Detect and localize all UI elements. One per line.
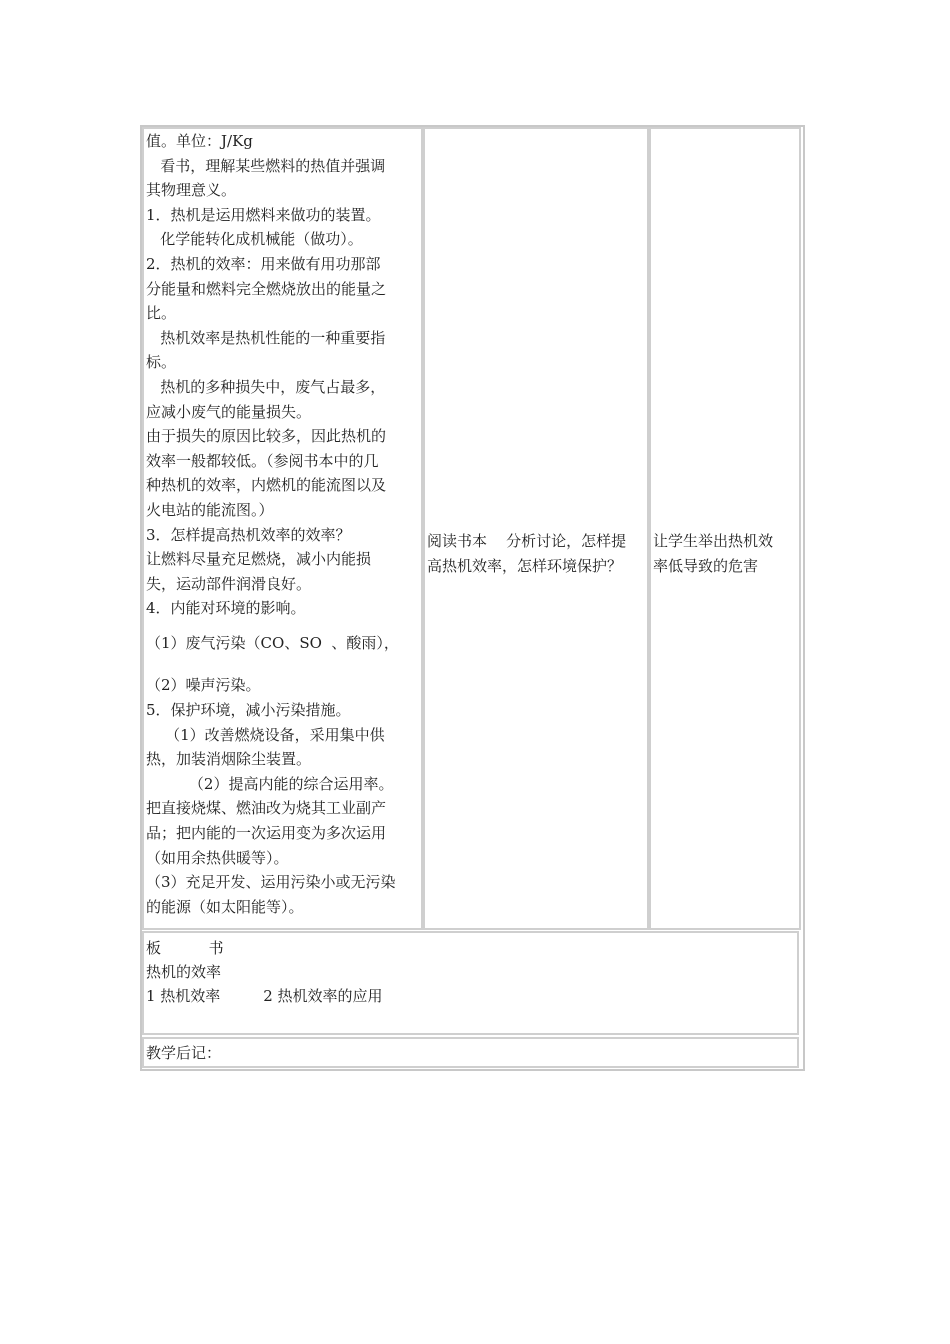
text-line: 的能源（如太阳能等）。 — [146, 897, 304, 916]
text-line: 化学能转化成机械能（做功）。 — [146, 230, 363, 249]
text-line: 4．内能对环境的影响。 — [146, 599, 306, 618]
text-line: 其物理意义。 — [146, 181, 237, 200]
student-activity-text — [427, 529, 647, 578]
text-line: 让学生举出热机效 — [653, 532, 774, 550]
text-line: 3．怎样提高热机效率的效率？ — [146, 525, 351, 544]
text-line: 5．保护环境，减小污染措施。 — [146, 701, 351, 720]
text-line: 看书，理解某些燃料的热值并强调 — [146, 156, 386, 175]
text-line: 让燃料尽量充足燃烧，减小内能损 — [146, 550, 372, 569]
blackboard-cell — [142, 931, 799, 1035]
student-activity-cell — [423, 127, 649, 930]
text-line: （如用余热供暖等）。 — [146, 848, 289, 867]
text-line: 值。单位：J/Kg — [146, 132, 253, 150]
text-line: 由于损失的原因比较多，因此热机的 — [146, 427, 387, 446]
text-line: 标。 — [146, 353, 177, 372]
text-line: 把直接烧煤、燃油改为烧其工业副产 — [146, 799, 387, 818]
text-line: 失，运动部件润滑良好。 — [146, 574, 312, 593]
text-line: 比。 — [146, 304, 177, 323]
text-line: 品；把内能的一次运用变为多次运用 — [146, 824, 387, 843]
text-line: 热机效率是热机性能的一种重要指 — [146, 328, 386, 347]
text-line: （1）改善燃烧设备，采用集中供 — [146, 725, 385, 744]
board-heading: 板 书 — [146, 939, 224, 957]
text-line: （1）废气污染（CO、SO 、酸雨）， — [146, 633, 399, 652]
content-cell — [142, 127, 423, 930]
text-line: （3）充足开发、运用污染小或无污染 — [146, 873, 396, 892]
text-line: 热，加装消烟除尘装置。 — [146, 750, 312, 769]
text-line: 热机的多种损失中，废气占最多， — [146, 377, 386, 396]
text-line: 火电站的能流图。） — [146, 500, 274, 519]
text-line: 2．热机的效率：用来做有用功那部 — [146, 254, 381, 273]
text-line: （2）提高内能的综合运用率。 — [146, 774, 394, 793]
text-line: 应减小废气的能量损失。 — [146, 402, 312, 421]
board-items: 1 热机效率 2 热机效率的应用 — [146, 987, 383, 1005]
text-line: 1．热机是运用燃料来做功的装置。 — [146, 205, 381, 224]
text-line: （2）噪声污染。 — [146, 676, 261, 695]
text-line: 分能量和燃料完全燃烧放出的能量之 — [146, 279, 387, 298]
text-line: 阅读书本 分析讨论，怎样提 — [427, 532, 627, 550]
text-line — [146, 655, 421, 673]
design-intent-text — [653, 529, 799, 578]
text-line: 种热机的效率，内燃机的能流图以及 — [146, 476, 387, 495]
text-line: 效率一般都较低。（参阅书本中的几 — [146, 451, 379, 470]
text-line: 高热机效率，怎样环境保护？ — [427, 556, 623, 575]
board-title: 热机的效率 — [146, 963, 222, 981]
postscript-cell — [142, 1037, 799, 1068]
design-intent-cell — [649, 127, 801, 930]
text-line: 率低导致的危害 — [653, 556, 759, 575]
postscript-label: 教学后记： — [146, 1044, 222, 1062]
